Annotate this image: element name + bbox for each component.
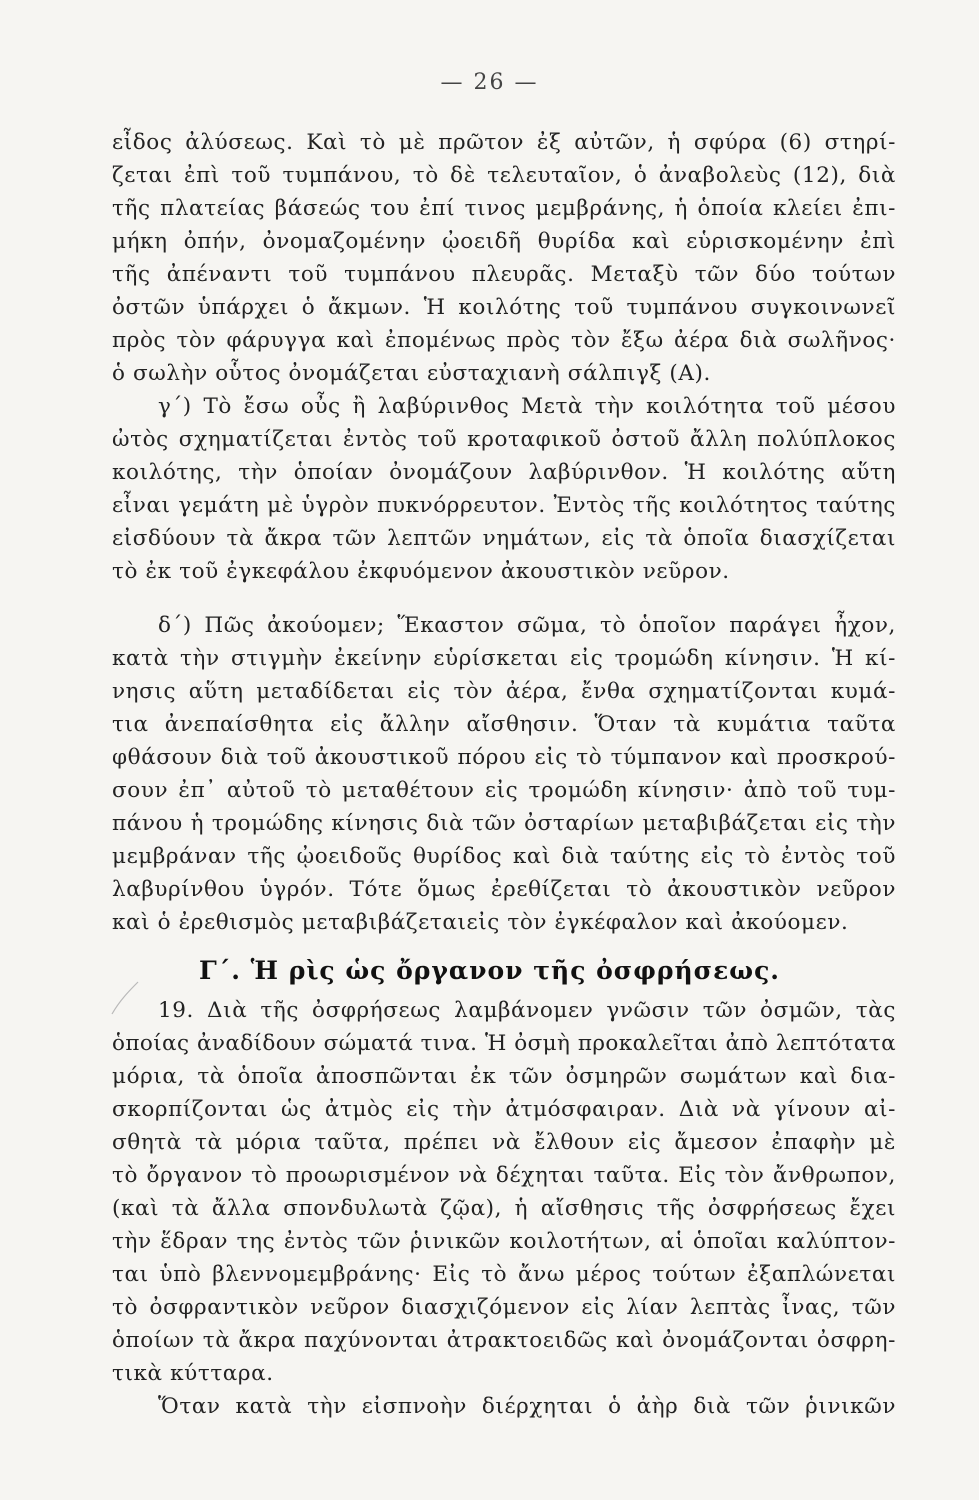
text-line: τια ἀνεπαίσθητα εἰς ἄλλην αἴσθησιν. Ὅταν τὰ κυμάτια ταῦτα [112,712,896,737]
text-line: ὀστῶν ὑπάρχει ὁ ἄκμων. Ἡ κοιλότης τοῦ τυμπάνου συγκοινωνεῖ [112,295,896,320]
pencil-mark-icon [106,978,146,1018]
text-line: φθάσουν διὰ τοῦ ἀκουστικοῦ πόρου εἰς τὸ τύμπανον καὶ προσκρού- [112,745,896,770]
text-line: τικὰ κύτταρα. [112,1361,274,1386]
text-line: γ΄) Τὸ ἔσω οὖς ἢ λαβύρινθος Μετὰ τὴν κοιλότητα τοῦ μέσου [158,394,896,419]
text-line: μόρια, τὰ ὁποῖα ἀποσπῶνται ἐκ τῶν ὀσμηρῶν σωμάτων καὶ δια- [112,1064,896,1089]
text-line: πρὸς τὸν φάρυγγα καὶ ἐπομένως πρὸς τὸν ἔξω ἀέρα διὰ σωλῆνος· [112,328,896,353]
text-line: Ὅταν κατὰ τὴν εἰσπνοὴν διέρχηται ὁ ἀὴρ διὰ τῶν ῥινικῶν [158,1394,896,1419]
text-line: σκορπίζονται ὡς ἀτμὸς εἰς τὴν ἀτμόσφαιραν. Διὰ νὰ γίνουν αἰ- [112,1097,896,1122]
text-line: ὁποίων τὰ ἄκρα παχύνονται ἀτρακτοειδῶς καὶ ὀνομάζονται ὀσφρη- [112,1328,896,1353]
text-line: καὶ ὁ ἐρεθισμὸς μεταβιβάζεταιεἰς τὸν ἐγκέφαλον καὶ ἀκούομεν. [112,910,849,935]
text-line: εἰσδύουν τὰ ἄκρα τῶν λεπτῶν νημάτων, εἰς τὰ ὁποῖα διασχίζεται [112,526,896,551]
text-line: σουν ἐπ᾽ αὐτοῦ τὸ μεταθέτουν εἰς τρομώδη κίνησιν· ἀπὸ τοῦ τυμ- [112,778,896,803]
text-line: τὸ ἐκ τοῦ ἐγκεφάλου ἐκφυόμενον ἀκουστικὸν νεῦρον. [112,559,730,584]
text-line: εἶδος ἀλύσεως. Καὶ τὸ μὲ πρῶτον ἐξ αὐτῶν, ἡ σφύρα (6) στηρί- [112,130,896,155]
text-line: ὠτὸς σχηματίζεται ἐντὸς τοῦ κροταφικοῦ ὀστοῦ ἄλλη πολύπλοκος [112,427,896,452]
text-line: εἶναι γεμάτη μὲ ὑγρὸν πυκνόρρευτον. Ἐντὸς τῆς κοιλότητος ταύτης [112,493,896,518]
text-line: ται ὑπὸ βλεννομεμβράνης· Εἰς τὸ ἄνω μέρος τούτων ἐξαπλώνεται [112,1262,896,1287]
text-line: τῆς ἀπέναντι τοῦ τυμπάνου πλευρᾶς. Μεταξὺ τῶν δύο τούτων [112,262,896,287]
text-line: κοιλότης, τὴν ὁποίαν ὀνομάζουν λαβύρινθον. Ἡ κοιλότης αὕτη [112,460,896,485]
text-line: σθητὰ τὰ μόρια ταῦτα, πρέπει νὰ ἔλθουν εἰς ἄμεσον ἐπαφὴν μὲ [112,1130,896,1155]
text-line: κατὰ τὴν στιγμὴν ἐκείνην εὑρίσκεται εἰς τρομώδη κίνησιν. Ἡ κί- [112,646,896,671]
text-line: πάνου ἡ τρομώδης κίνησις διὰ τῶν ὀσταρίων μεταβιβάζεται εἰς τὴν [112,811,896,836]
page-number: — 26 — [440,70,539,95]
text-line: (καὶ τὰ ἄλλα σπονδυλωτὰ ζῷα), ἡ αἴσθησις τῆς ὀσφρήσεως ἔχει [112,1196,896,1221]
text-line: ὁ σωλὴν οὗτος ὀνομάζεται εὐσταχιανὴ σάλπιγξ (Α). [112,361,711,386]
text-line: δ΄) Πῶς ἀκούομεν; Ἕκαστον σῶμα, τὸ ὁποῖον παράγει ἦχον, [158,613,896,638]
text-line: τὸ ὀσφραντικὸν νεῦρον διασχιζόμενον εἰς λίαν λεπτὰς ἶνας, τῶν [112,1295,896,1320]
text-line: νησις αὕτη μεταδίδεται εἰς τὸν ἀέρα, ἔνθα σχηματίζονται κυμά- [112,679,896,704]
text-line: τὴν ἕδραν της ἐντὸς τῶν ῥινικῶν κοιλοτήτων, αἱ ὁποῖαι καλύπτον- [112,1229,896,1254]
text-line: ὁποίας ἀναδίδουν σώματά τινα. Ἡ ὀσμὴ προκαλεῖται ἀπὸ λεπτότατα [112,1031,896,1056]
text-line: λαβυρίνθου ὑγρόν. Τότε ὅμως ἐρεθίζεται τὸ ἀκουστικὸν νεῦρον [112,877,896,902]
section-heading: Γ΄. Ἡ ρὶς ὡς ὄργανον τῆς ὀσφρήσεως. [198,956,781,985]
text-line: ζεται ἐπὶ τοῦ τυμπάνου, τὸ δὲ τελευταῖον, ὁ ἀναβολεὺς (12), διὰ [112,163,896,188]
text-line: 19. Διὰ τῆς ὀσφρήσεως λαμβάνομεν γνῶσιν τῶν ὀσμῶν, τὰς [158,998,896,1023]
text-line: μεμβράναν τῆς ᾠοειδοῦς θυρίδος καὶ διὰ ταύτης εἰς τὸ ἐντὸς τοῦ [112,844,896,869]
text-line: μήκη ὀπήν, ὀνομαζομένην ᾠοειδῆ θυρίδα καὶ εὑρισκομένην ἐπὶ [112,229,896,254]
text-line: τὸ ὄργανον τὸ προωρισμένον νὰ δέχηται ταῦτα. Εἰς τὸν ἄνθρωπον, [112,1163,896,1188]
text-line: τῆς πλατείας βάσεώς του ἐπί τινος μεμβράνης, ἡ ὁποία κλείει ἐπι- [112,196,896,221]
